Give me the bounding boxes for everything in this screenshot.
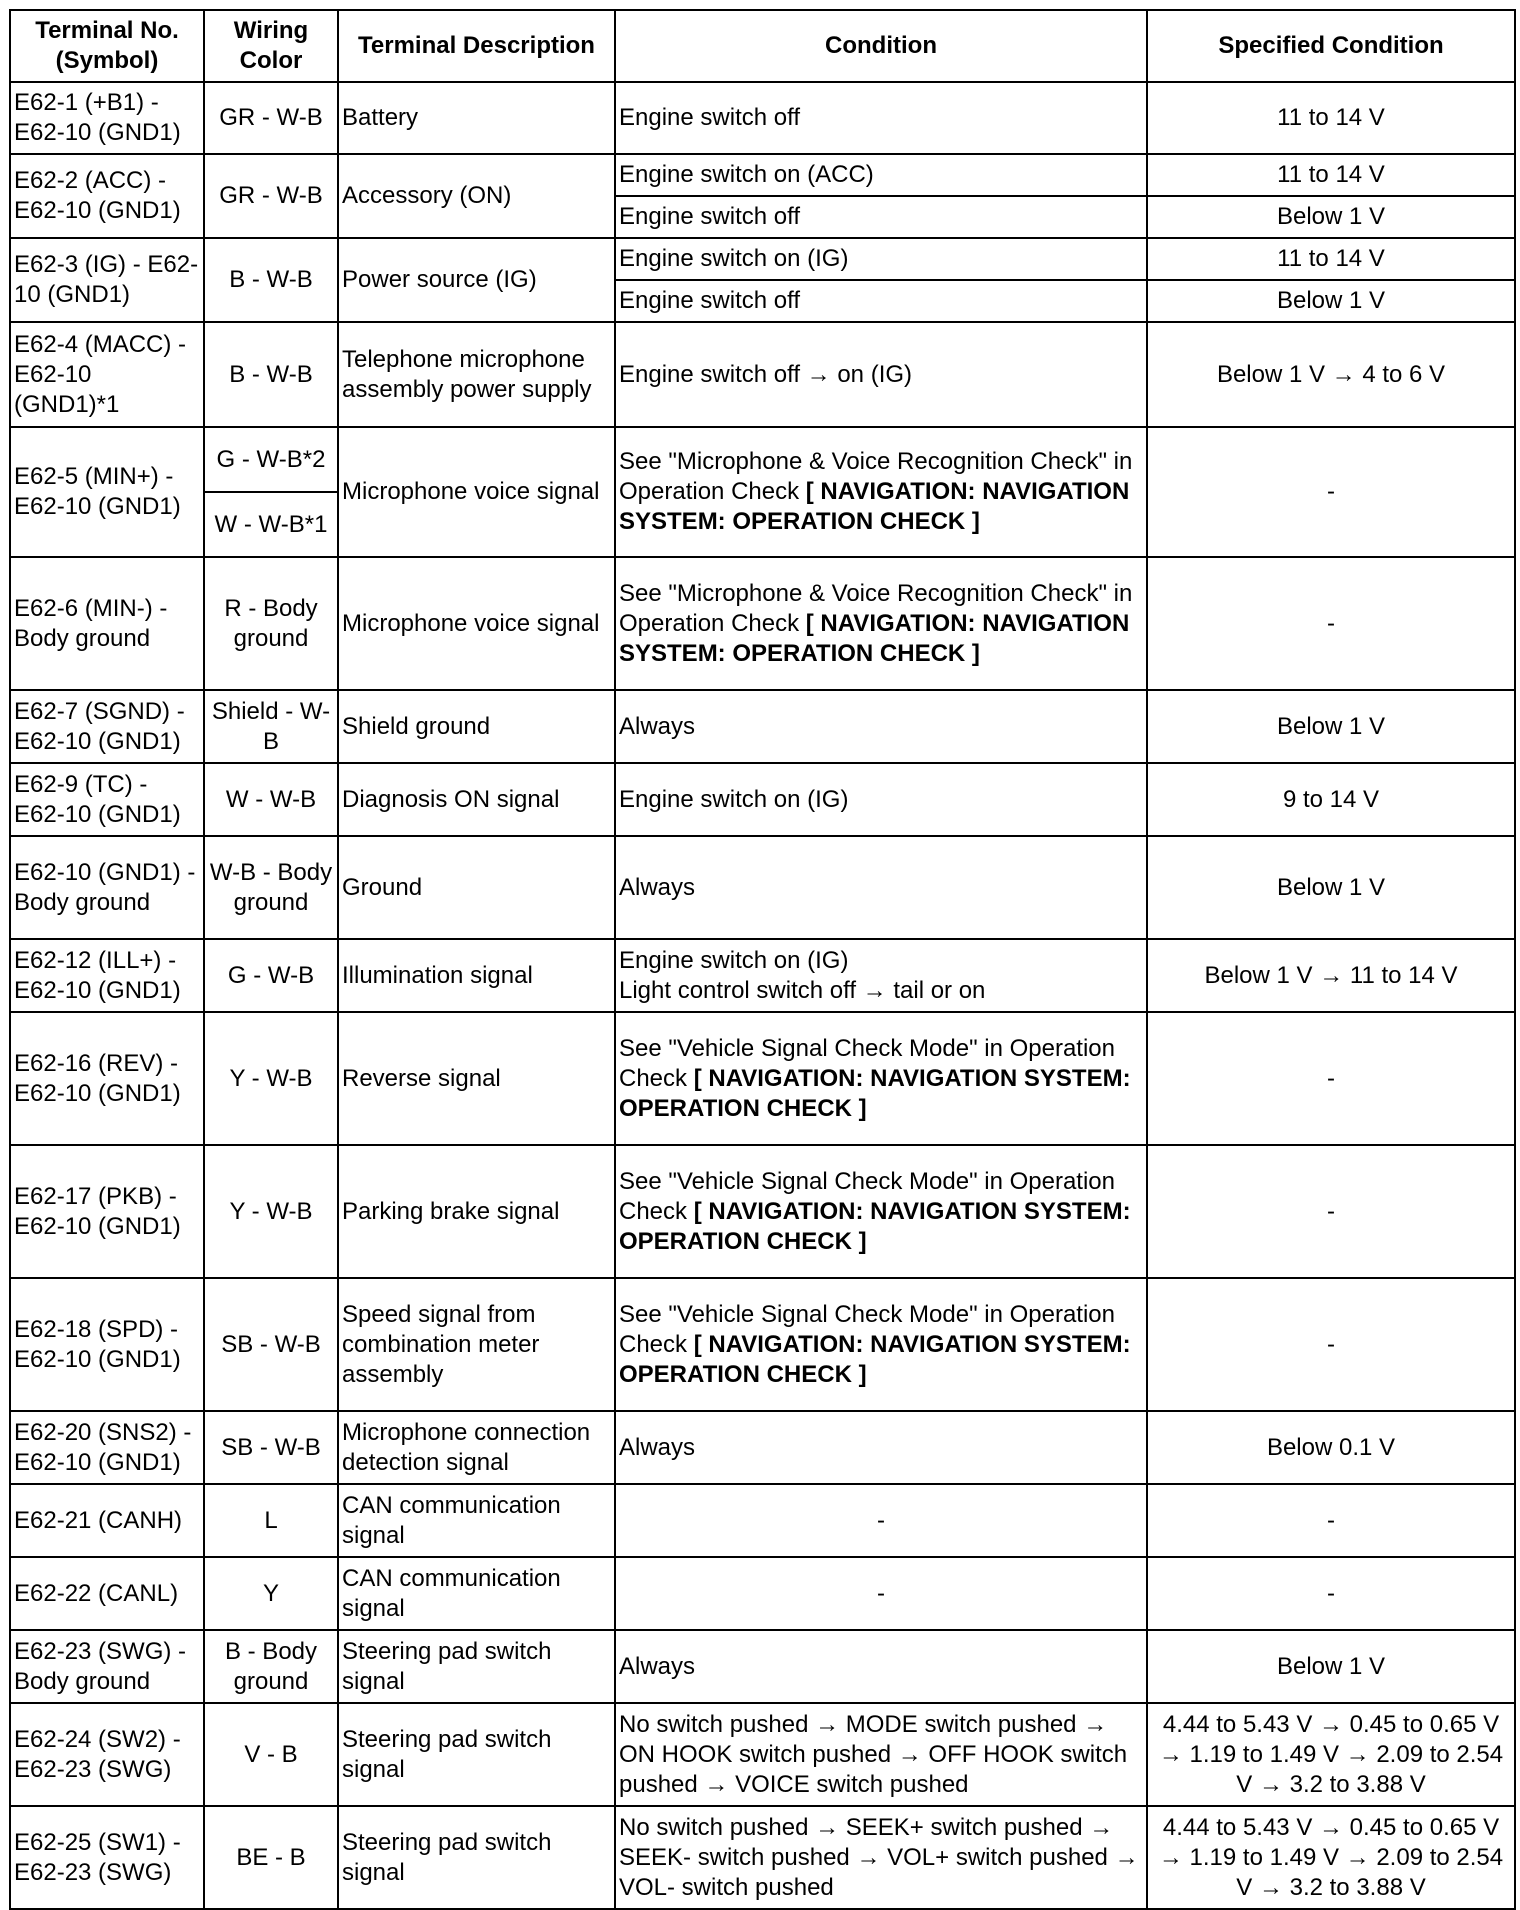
description-cell: Microphone connection detection signal xyxy=(338,1411,615,1484)
terminal-cell: E62-7 (SGND) - E62-10 (GND1) xyxy=(10,690,204,763)
condition-cell: Always xyxy=(615,1411,1147,1484)
terminal-cell: E62-21 (CANH) xyxy=(10,1484,204,1557)
specified-cell: - xyxy=(1147,557,1515,690)
wiring-cell: B - Body ground xyxy=(204,1630,338,1703)
specified-cell: - xyxy=(1147,1484,1515,1557)
condition-cell: Engine switch off → on (IG) xyxy=(615,322,1147,427)
wiring-cell: V - B xyxy=(204,1703,338,1806)
specified-cell: - xyxy=(1147,1557,1515,1630)
wiring-cell: Shield - W-B xyxy=(204,690,338,763)
wiring-cell: W - W-B xyxy=(204,763,338,836)
table-row xyxy=(10,1806,1515,1909)
terminal-cell: E62-25 (SW1) - E62-23 (SWG) xyxy=(10,1806,204,1909)
specified-cell: Below 1 V xyxy=(1147,280,1515,322)
operation-check-link[interactable]: [ NAVIGATION: NAVIGATION SYSTEM: OPERATION CHECK ] xyxy=(619,478,1130,535)
condition-cell xyxy=(615,1278,1147,1411)
terminal-cell: E62-1 (+B1) - E62-10 (GND1) xyxy=(10,82,204,154)
description-cell: Speed signal from combination meter assembly xyxy=(338,1278,615,1411)
table-row xyxy=(10,1145,1515,1278)
description-cell: Shield ground xyxy=(338,690,615,763)
terminal-cell: E62-4 (MACC) - E62-10 (GND1)*1 xyxy=(10,322,204,427)
specified-cell: - xyxy=(1147,1012,1515,1145)
terminal-cell: E62-12 (ILL+) - E62-10 (GND1) xyxy=(10,939,204,1012)
header-condition: Condition xyxy=(615,10,1147,82)
header-terminal: Terminal No. (Symbol) xyxy=(10,10,204,82)
table-row xyxy=(10,322,1515,427)
terminal-cell: E62-24 (SW2) - E62-23 (SWG) xyxy=(10,1703,204,1806)
wiring-cell: BE - B xyxy=(204,1806,338,1909)
description-cell: Ground xyxy=(338,836,615,939)
table-row xyxy=(10,1278,1515,1411)
terminal-cell: E62-3 (IG) - E62-10 (GND1) xyxy=(10,238,204,322)
terminal-cell: E62-17 (PKB) - E62-10 (GND1) xyxy=(10,1145,204,1278)
header-wiring-color: Wiring Color xyxy=(204,10,338,82)
wiring-cell: Y xyxy=(204,1557,338,1630)
description-cell: Illumination signal xyxy=(338,939,615,1012)
table-row xyxy=(10,82,1515,154)
description-cell: Steering pad switch signal xyxy=(338,1630,615,1703)
operation-check-link[interactable]: [ NAVIGATION: NAVIGATION SYSTEM: OPERATION CHECK ] xyxy=(619,1330,1131,1388)
table-row xyxy=(10,939,1515,1012)
condition-line: Light control switch off → tail or on xyxy=(619,976,986,1004)
description-cell: Steering pad switch signal xyxy=(338,1703,615,1806)
terminal-cell: E62-9 (TC) - E62-10 (GND1) xyxy=(10,763,204,836)
condition-cell: Engine switch on (IG) xyxy=(615,763,1147,836)
terminal-cell: E62-16 (REV) - E62-10 (GND1) xyxy=(10,1012,204,1145)
terminal-cell: E62-2 (ACC) - E62-10 (GND1) xyxy=(10,154,204,238)
specified-cell: Below 1 V xyxy=(1147,690,1515,763)
description-cell: Battery xyxy=(338,82,615,154)
table-row xyxy=(10,1411,1515,1484)
terminal-cell: E62-10 (GND1) - Body ground xyxy=(10,836,204,939)
specified-cell: Below 1 V → 4 to 6 V xyxy=(1147,322,1515,427)
table-row xyxy=(10,690,1515,763)
specified-cell: 4.44 to 5.43 V → 0.45 to 0.65 V → 1.19 to 1.49 V → 2.09 to 2.54 V → 3.2 to 3.88 V xyxy=(1147,1806,1515,1909)
condition-cell: Always xyxy=(615,836,1147,939)
wiring-cell: SB - W-B xyxy=(204,1411,338,1484)
condition-cell: - xyxy=(615,1557,1147,1630)
table-row xyxy=(10,557,1515,690)
terminal-cell: E62-22 (CANL) xyxy=(10,1557,204,1630)
condition-text: See "Microphone & Voice Recognition Check" in Operation Check xyxy=(619,448,1133,505)
operation-check-link[interactable]: [ NAVIGATION: NAVIGATION SYSTEM: OPERATION CHECK ] xyxy=(619,609,1130,667)
condition-cell: Engine switch on (ACC) xyxy=(615,154,1147,196)
table-row xyxy=(10,1557,1515,1630)
condition-cell xyxy=(615,1012,1147,1145)
description-cell: Microphone voice signal xyxy=(338,427,615,557)
table-row xyxy=(10,427,1515,492)
condition-cell: Always xyxy=(615,1630,1147,1703)
terminal-spec-table xyxy=(9,9,1516,1910)
description-cell: CAN communication signal xyxy=(338,1484,615,1557)
condition-cell xyxy=(615,939,1147,1012)
specified-cell: 9 to 14 V xyxy=(1147,763,1515,836)
condition-cell: Always xyxy=(615,690,1147,763)
terminal-cell: E62-18 (SPD) - E62-10 (GND1) xyxy=(10,1278,204,1411)
wiring-cell: Y - W-B xyxy=(204,1145,338,1278)
specified-cell: - xyxy=(1147,1145,1515,1278)
wiring-cell: L xyxy=(204,1484,338,1557)
condition-text: See "Vehicle Signal Check Mode" in Operation Check xyxy=(619,1300,1115,1358)
description-cell: Steering pad switch signal xyxy=(338,1806,615,1909)
specified-cell: 11 to 14 V xyxy=(1147,154,1515,196)
header-specified-condition: Specified Condition xyxy=(1147,10,1515,82)
condition-cell: No switch pushed → SEEK+ switch pushed → SEEK- switch pushed → VOL+ switch pushed → VOL- switch pushed xyxy=(615,1806,1147,1909)
specified-cell: - xyxy=(1147,1278,1515,1411)
wiring-cell: Y - W-B xyxy=(204,1012,338,1145)
description-cell: Microphone voice signal xyxy=(338,557,615,690)
wiring-cell: SB - W-B xyxy=(204,1278,338,1411)
wiring-cell: GR - W-B xyxy=(204,82,338,154)
wiring-cell: B - W-B xyxy=(204,322,338,427)
condition-cell: - xyxy=(615,1484,1147,1557)
condition-cell: Engine switch off xyxy=(615,196,1147,238)
condition-cell: Engine switch off xyxy=(615,280,1147,322)
table-row xyxy=(10,238,1515,280)
description-cell: Parking brake signal xyxy=(338,1145,615,1278)
condition-cell: Engine switch on (IG) xyxy=(615,238,1147,280)
wiring-cell: W-B - Body ground xyxy=(204,836,338,939)
table-row xyxy=(10,1703,1515,1806)
condition-cell xyxy=(615,557,1147,690)
specified-cell: Below 1 V → 11 to 14 V xyxy=(1147,939,1515,1012)
condition-cell: No switch pushed → MODE switch pushed → ON HOOK switch pushed → OFF HOOK switch pushed → VOICE switch pushed xyxy=(615,1703,1147,1806)
condition-line: Engine switch on (IG) xyxy=(619,946,849,974)
condition-cell xyxy=(615,1145,1147,1278)
description-cell: Telephone microphone assembly power supply xyxy=(338,322,615,427)
description-cell: Reverse signal xyxy=(338,1012,615,1145)
terminal-cell: E62-23 (SWG) - Body ground xyxy=(10,1630,204,1703)
specified-cell: - xyxy=(1147,427,1515,557)
wiring-cell: W - W-B*1 xyxy=(204,492,338,557)
wiring-cell: G - W-B xyxy=(204,939,338,1012)
wiring-cell: GR - W-B xyxy=(204,154,338,238)
condition-cell xyxy=(615,427,1147,557)
specified-cell: 11 to 14 V xyxy=(1147,238,1515,280)
specified-cell: 4.44 to 5.43 V → 0.45 to 0.65 V → 1.19 to 1.49 V → 2.09 to 2.54 V → 3.2 to 3.88 V xyxy=(1147,1703,1515,1806)
table-row xyxy=(10,1484,1515,1557)
description-cell: CAN communication signal xyxy=(338,1557,615,1630)
wiring-cell: B - W-B xyxy=(204,238,338,322)
header-row xyxy=(10,10,1515,82)
specified-cell: Below 0.1 V xyxy=(1147,1411,1515,1484)
specified-cell: Below 1 V xyxy=(1147,196,1515,238)
terminal-cell: E62-5 (MIN+) - E62-10 (GND1) xyxy=(10,427,204,557)
terminal-cell: E62-20 (SNS2) - E62-10 (GND1) xyxy=(10,1411,204,1484)
specified-cell: 11 to 14 V xyxy=(1147,82,1515,154)
condition-cell: Engine switch off xyxy=(615,82,1147,154)
table-row xyxy=(10,836,1515,939)
description-cell: Accessory (ON) xyxy=(338,154,615,238)
specified-cell: Below 1 V xyxy=(1147,1630,1515,1703)
header-terminal-description: Terminal Description xyxy=(338,10,615,82)
wiring-cell: R - Body ground xyxy=(204,557,338,690)
operation-check-link[interactable]: [ NAVIGATION: NAVIGATION SYSTEM: OPERATION CHECK ] xyxy=(619,1197,1131,1255)
condition-text: See "Vehicle Signal Check Mode" in Operation Check xyxy=(619,1167,1115,1225)
operation-check-link[interactable]: [ NAVIGATION: NAVIGATION SYSTEM: OPERATION CHECK ] xyxy=(619,1064,1131,1122)
description-cell: Power source (IG) xyxy=(338,238,615,322)
wiring-cell: G - W-B*2 xyxy=(204,427,338,492)
table-row xyxy=(10,1012,1515,1145)
table-row xyxy=(10,1630,1515,1703)
condition-text: See "Microphone & Voice Recognition Check" in Operation Check xyxy=(619,579,1133,637)
specified-cell: Below 1 V xyxy=(1147,836,1515,939)
condition-text: See "Vehicle Signal Check Mode" in Operation Check xyxy=(619,1034,1115,1092)
terminal-cell: E62-6 (MIN-) - Body ground xyxy=(10,557,204,690)
description-cell: Diagnosis ON signal xyxy=(338,763,615,836)
table-row xyxy=(10,154,1515,196)
table-row xyxy=(10,763,1515,836)
